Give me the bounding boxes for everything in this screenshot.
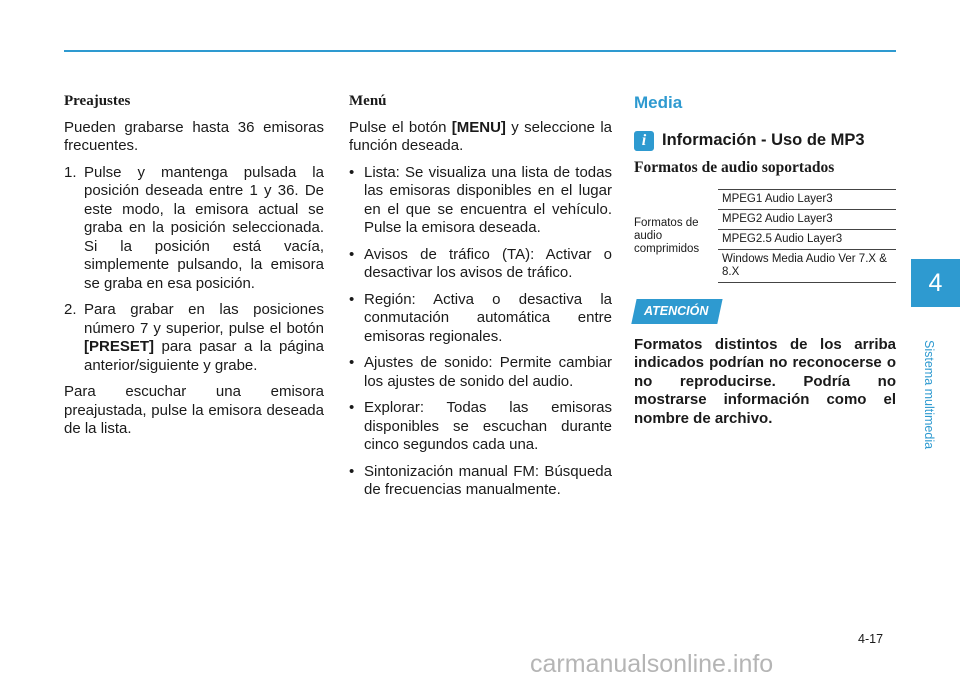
menu-intro-pre: Pulse el botón <box>349 118 452 136</box>
column-presets <box>64 92 324 439</box>
bullet-text: Sintonización manual FM: Búsqueda de frecuencias manualmente. <box>364 462 612 498</box>
attention-badge <box>631 299 723 324</box>
format-cell: MPEG2.5 Audio Layer3 <box>718 230 896 250</box>
formats-list <box>718 189 896 283</box>
menu-bullet: • Región: Activa o desactiva la conmutación automática entre emisoras regionales. <box>349 290 612 345</box>
watermark: carmanualsonline.info <box>530 650 774 678</box>
menu-bullet: • Explorar: Todas las emisoras disponibles se escuchan durante cinco segundos cada una. <box>349 399 612 453</box>
menu-bullet: • Lista: Se visualiza una lista de todas las emisoras disponibles en el lugar en el que se encuentra el vehículo. Pulse la emisora deseada. <box>349 163 612 236</box>
menu-bullet: • Ajustes de sonido: Permite cambiar los ajustes de sonido del audio. <box>349 354 612 390</box>
step-number: 2. <box>64 301 77 318</box>
menu-intro <box>349 119 612 156</box>
menu-intro-post: y seleccione la función deseada. <box>349 118 612 154</box>
formats-subheading: Formatos de audio soportados <box>634 158 835 176</box>
format-cell: MPEG2 Audio Layer3 <box>718 210 896 230</box>
preset-key-label: [PRESET] <box>84 338 155 355</box>
info-header <box>634 131 896 151</box>
presets-heading: Preajustes <box>64 93 131 109</box>
presets-intro: Pueden grabarse hasta 36 emisoras frecuentes. <box>64 118 324 154</box>
media-title: Media <box>634 93 683 112</box>
presets-outro: Para escuchar una emisora preajustada, pulse la emisora deseada de la lista. <box>64 383 324 437</box>
step-text: Pulse y mantenga pulsada la posición deseada entre 1 y 36. De este modo, la emisora actual se graba en la posición seleccionada. Si la posición está vacía, simplemente pulsando, la emisora se graba en esa posición. <box>84 163 324 292</box>
bullet-text: Ajustes de sonido: Permite cambiar los ajustes de sonido del audio. <box>364 354 612 390</box>
formats-table-label: Formatos de audio comprimidos <box>634 216 700 255</box>
format-cell: Windows Media Audio Ver 7.X & 8.X <box>718 250 896 283</box>
preset-step-2 <box>64 301 324 375</box>
preset-step-1 <box>64 164 324 294</box>
menu-heading: Menú <box>349 93 387 109</box>
step-number: 1. <box>64 163 77 181</box>
header-rule <box>64 50 896 52</box>
page-number: 4-17 <box>858 632 884 646</box>
bullet-text: Lista: Se visualiza una lista de todas las emisoras disponibles en el lugar en el que se encuentra el vehículo. Pulse la emisora deseada. <box>364 163 612 236</box>
bullet-text: Región: Activa o desactiva la conmutación automática entre emisoras regionales. <box>364 290 612 345</box>
attention-text: Formatos distintos de los arriba indicados podrían no reconocerse o no reproducirse. Podría no mostrarse información como el nombre de archivo. <box>634 335 896 427</box>
menu-bullet: • Avisos de tráfico (TA): Activar o desactivar los avisos de tráfico. <box>349 245 612 281</box>
chapter-tab: 4 <box>911 259 960 307</box>
format-cell: MPEG1 Audio Layer3 <box>718 190 896 210</box>
step-text-pre: Para grabar en las posiciones número 7 y superior, pulse el botón <box>84 301 324 337</box>
chapter-label: Sistema multimedia <box>922 340 936 450</box>
bullet-text: Explorar: Todas las emisoras disponibles se escuchan durante cinco segundos cada una. <box>364 399 612 453</box>
menu-key-label: [MENU] <box>451 118 506 136</box>
menu-bullet: • Sintonización manual FM: Búsqueda de frecuencias manualmente. <box>349 462 612 498</box>
info-icon: i <box>634 131 654 151</box>
column-menu <box>349 92 612 500</box>
attention-label: ATENCIÓN <box>644 304 709 318</box>
formats-table <box>634 189 896 283</box>
step-text-post: para pasar a la página anterior/siguiente y grabe. <box>84 338 324 374</box>
step-text <box>84 301 324 375</box>
column-media <box>634 92 896 428</box>
bullet-text: Avisos de tráfico (TA): Activar o desactivar los avisos de tráfico. <box>364 245 612 281</box>
info-title: Información - Uso de MP3 <box>662 131 865 150</box>
